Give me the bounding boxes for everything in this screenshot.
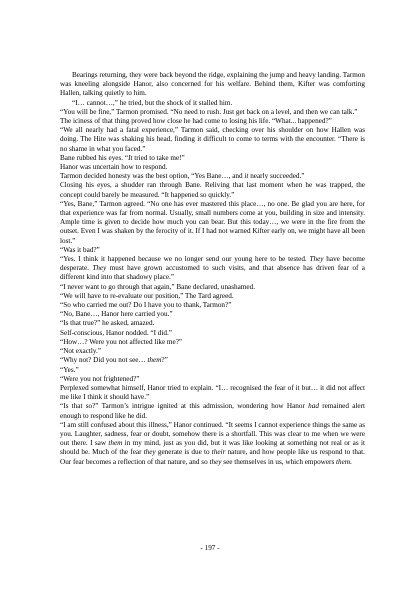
italic-text: their	[211, 448, 226, 457]
paragraph	[60, 338, 365, 347]
paragraph	[60, 375, 365, 384]
paragraph	[60, 310, 365, 319]
text-run: The iciness of that thing proved how close he had come to losing his life. “What... happened?”	[60, 117, 332, 126]
text-run: “I am still confused about this illness,” Hanor continued. “It seems I cannot experience things the same as you. Laughter, sadness, fear or doubt, somehow there is a shortfall. This was clear to me when we were out there. I saw	[60, 420, 365, 448]
paragraph	[60, 292, 365, 301]
text-run: Hanor was uncertain how to respond.	[60, 163, 168, 172]
text-run: “Is that so?” Tarmon’s intrigue ignited at this admission, wondering how Hanor	[60, 402, 309, 411]
paragraph	[60, 154, 365, 163]
text-run: have become desperate.	[60, 255, 365, 273]
text-run: “Were you not frightened?”	[60, 374, 140, 383]
text-run: “We will have to re-evaluate our position,” The Tard agreed.	[60, 291, 234, 300]
text-run: Closing his eyes, a shudder ran through Bane. Reliving that last moment when he was trapped, the concept could barely be measured. “It happened so quickly.”	[60, 181, 365, 199]
paragraph	[60, 329, 365, 338]
text-run: nearly succeeded.”	[248, 172, 305, 181]
italic-text: them	[147, 356, 162, 365]
italic-text: they	[209, 457, 222, 466]
paragraph	[60, 71, 365, 99]
italic-text: They	[92, 264, 107, 273]
text-run: “Was it bad?”	[60, 245, 100, 254]
paragraph	[60, 255, 365, 283]
paragraph	[60, 384, 365, 402]
text-run: Tarmon decided honesty was the best option, “Yes Bane…, and	[60, 172, 245, 181]
text-run: “I never want to go through that again,” Bane declared, unashamed.	[60, 282, 255, 291]
paragraph	[60, 126, 365, 154]
paragraph	[60, 421, 365, 467]
text-run: Perplexed somewhat himself, Hanor tried to explain. “I… recognised the fear of it but… it did not affect me like I think it should have.”	[60, 383, 365, 402]
text-run: Bane rubbed his eyes. “	[60, 153, 129, 162]
italic-text: They	[309, 255, 324, 264]
paragraph	[60, 117, 365, 126]
text-run: see themselves in us, which empowers	[221, 457, 337, 466]
text-run: “No, Bane…, Hanor here carried you.”	[60, 310, 173, 319]
paragraph	[60, 319, 365, 328]
text-run: ?”	[161, 356, 168, 365]
text-run: “Yes. I think it happened because we no longer send our young here to be tested.	[60, 255, 310, 264]
italic-text: them	[108, 439, 123, 448]
text-run: “We all nearly had a fatal experience,” Tarmon said, checking over his shoulder on how Hallen was doing. The Hite was shaking his head, finding it difficult to come to terms with the encounter. “There is no shame in what you faced.”	[60, 126, 365, 153]
italic-text: had	[308, 402, 319, 411]
text-run: “You will be fine,” Tarmon promised. “No need to rush. Just get back on a level, and then we can talk.”	[60, 107, 358, 116]
italic-text: them	[336, 457, 351, 466]
text-run: Bearings returning, they were back beyond the ridge, explaining the jump and heavy landing. Tarmon was kneeling alongside Hanor, also concerned for his welfare. Behind them, Kifter was comforting Hallen, talking quietly to him.	[60, 71, 365, 98]
text-run: Self-conscious, Hanor nodded. “I did.”	[60, 328, 172, 337]
paragraph	[60, 246, 365, 255]
text-run: in my mind, just as you did, but it was like looking at something not real or as it should be. Much of the fear	[60, 439, 365, 457]
text-run: remained alert enough to respond like he did.	[60, 402, 365, 420]
paragraph	[60, 181, 365, 199]
text-run: tried to take me!”	[132, 153, 185, 162]
italic-text: it	[244, 172, 249, 181]
text-run: generate is due to	[155, 448, 212, 457]
text-run: .	[350, 457, 352, 466]
text-run: “Yes, Bane,” Tarmon agreed. “No one has ever mastered this place…, no one. Be glad you are here, for that experience was far from normal. Usually, small numbers come at you, building in size and intensity. Ample time is given to decide how much you can bear. But this today…, we were in the fire from the outset. Even I was shaken by the ferocity of it. If I had not warned Kifter early on, we might have all been lost.”	[60, 199, 365, 245]
paragraph	[60, 108, 365, 117]
text-run: nature, and how people like us respond to that. Our fear becomes a reflection of that nature, and so	[60, 448, 365, 466]
text-run: “So who carried me out? Do I have you to thank, Tarmon?”	[60, 301, 232, 310]
page-body	[60, 71, 365, 467]
text-run: must have grown accustomed to such visits, and that absence has driven fear of a different kind into that shadowy place.”	[60, 264, 365, 282]
paragraph	[60, 356, 365, 365]
paragraph	[60, 172, 365, 181]
paragraph	[60, 99, 365, 108]
paragraph	[60, 366, 365, 375]
paragraph	[60, 301, 365, 310]
text-run: “Is that true?” he asked, amazed.	[60, 319, 155, 328]
italic-text: It	[128, 153, 133, 162]
italic-text: they	[143, 448, 156, 457]
text-run: “Why not? Did you not see…	[60, 356, 148, 365]
text-run: “Not exactly.”	[60, 347, 102, 356]
text-run: “Yes.”	[60, 365, 79, 374]
text-run: “I… cannot…,” he tried, but the shock of it stalled him.	[72, 98, 233, 107]
paragraph	[60, 163, 365, 172]
paragraph	[60, 402, 365, 420]
text-run: “How…? Were you not affected like me?”	[60, 337, 183, 346]
paragraph	[60, 347, 365, 356]
paragraph	[60, 200, 365, 246]
page-number: - 197 -	[200, 544, 220, 552]
paragraph	[60, 283, 365, 292]
